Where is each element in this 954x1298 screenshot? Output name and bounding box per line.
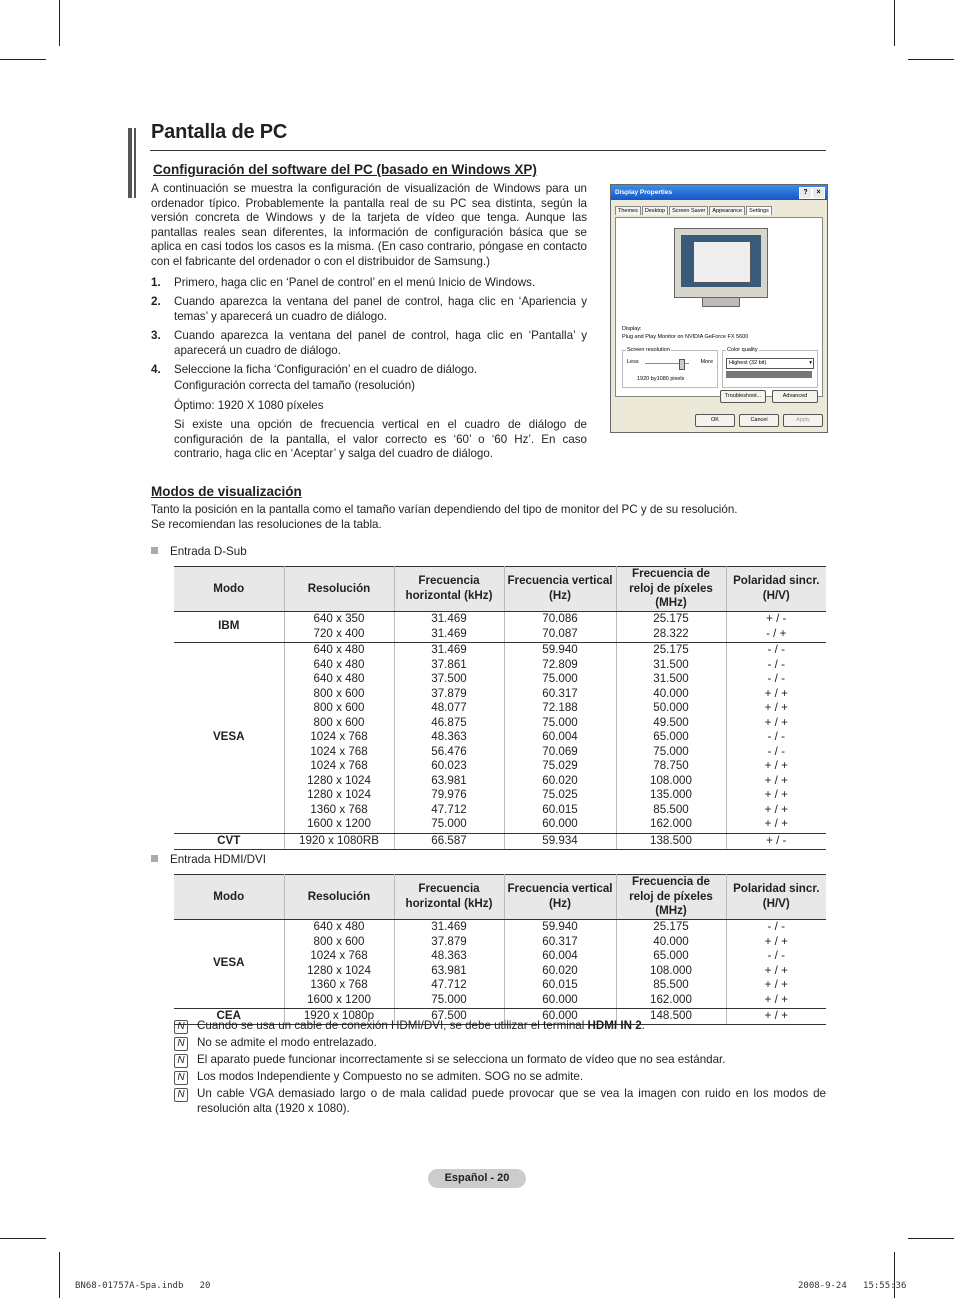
crop-mark (894, 1252, 895, 1298)
more-label: More (700, 359, 713, 365)
table-row (174, 611, 826, 642)
resolution-cell: 1920 x 1080p (284, 1008, 394, 1024)
note-icon: N (174, 1071, 188, 1085)
note-text: No se admite el modo entrelazado. (197, 1036, 377, 1049)
resolution-cell: 1920 x 1080RB (284, 833, 394, 849)
table-row (174, 642, 826, 833)
note-3 (174, 1053, 826, 1068)
header-polarity: Polaridad sincr. (H/V) (726, 567, 826, 612)
polarity-cell: + / - (726, 833, 826, 849)
step-text: Cuando aparezca la ventana del panel de control, haga clic en ‘Apariencia y temas’ y aparecerá un cuadro de diálogo. (174, 295, 587, 323)
color-quality-label: Color quality (727, 347, 758, 353)
note-text: Los modos Independiente y Compuesto no se admiten. SOG no se admite. (197, 1070, 584, 1083)
vfreq-cell: 59.940 60.317 60.004 60.020 60.015 60.000 (504, 919, 616, 1008)
settings-panel (615, 217, 823, 397)
ok-button[interactable]: OK (695, 414, 735, 427)
hdmi-table (174, 874, 826, 1025)
bullet-square-icon (151, 547, 158, 554)
polarity-cell: - / - - / - - / - + / + + / + + / + - / - - / - + / + + / + + / + + / + + / + (726, 642, 826, 833)
monitor-screen (681, 235, 761, 287)
table-header (174, 875, 826, 920)
display-label: Display: (622, 326, 642, 332)
cancel-button[interactable]: Cancel (739, 414, 779, 427)
table-header (174, 567, 826, 612)
page-number-badge: Español - 20 (428, 1169, 526, 1188)
hfreq-cell: 31.469 37.879 48.363 63.981 47.712 75.000 (394, 919, 504, 1008)
screen-resolution-label: Screen resolution (627, 347, 670, 353)
table-row (174, 833, 826, 849)
advanced-button[interactable]: Advanced (772, 390, 818, 403)
header-clock: Frecuencia de reloj de píxeles (MHz) (616, 567, 726, 612)
title-bar-decoration (128, 128, 132, 198)
note-5 (174, 1087, 826, 1117)
resolution-value: 1920 by1080 pixels (637, 376, 685, 382)
help-button[interactable]: ? (799, 187, 812, 199)
mode-cell: CEA (174, 1008, 284, 1024)
header-resolution: Resolución (284, 567, 394, 612)
vfreq-cell: 60.000 (504, 1008, 616, 1024)
clock-cell: 138.500 (616, 833, 726, 849)
intro-paragraph: A continuación se muestra la configuración de visualización de Windows para un ordenador típico. Probablemente la pantalla real de su PC sea distinta, según la versión concreta de Windows y de la tarjeta de vídeo que tenga. Aunque las pantallas reales sean diferentes, la información de configuración básica que se aplica en casi todos los casos es la misma. (En caso contrario, póngase en contacto con el fabricante del ordenador o con el distribuidor de Samsung.) (151, 182, 587, 268)
clock-cell: 148.500 (616, 1008, 726, 1024)
step-2 (151, 295, 587, 325)
polarity-cell: + / + (726, 1008, 826, 1024)
note-text-post: . (641, 1019, 645, 1032)
note-1 (174, 1019, 826, 1034)
note-2 (174, 1036, 826, 1051)
hfreq-cell: 31.469 37.861 37.500 37.879 48.077 46.875 48.363 56.476 60.023 63.981 79.976 47.712 75.000 (394, 642, 504, 833)
hdmi-label (151, 853, 266, 866)
close-button[interactable]: × (812, 187, 825, 199)
note-text: El aparato puede funcionar incorrectamente si se selecciona un formato de vídeo que no sea estándar. (197, 1053, 726, 1066)
modes-paragraph: Tanto la posición en la pantalla como el tamaño varían dependiendo del tipo de monitor del PC y de su resolución. Se recomiendan las resoluciones de la tabla. (151, 503, 738, 531)
apply-button[interactable]: Apply (783, 414, 823, 427)
resolution-cell: 640 x 350 720 x 400 (284, 611, 394, 642)
title-rule (150, 150, 826, 151)
chevron-down-icon: ▾ (809, 360, 812, 366)
header-mode: Modo (174, 567, 284, 612)
footer-timestamp: 2008-9-24 15:55:36 (798, 1281, 907, 1291)
clock-cell: 25.175 31.500 31.500 40.000 50.000 49.500 65.000 75.000 78.750 108.000 135.000 85.500 162.000 (616, 642, 726, 833)
mode-cell: CVT (174, 833, 284, 849)
crop-mark (0, 1238, 46, 1239)
resolution-cell: 640 x 480 800 x 600 1024 x 768 1280 x 1024 1360 x 768 1600 x 1200 (284, 919, 394, 1008)
color-bar (726, 371, 812, 378)
tab-appearance[interactable]: Appearance (709, 206, 745, 215)
monitor-window-preview (693, 241, 751, 283)
crop-mark (908, 1238, 954, 1239)
note-text: Un cable VGA demasiado largo o de mala calidad puede provocar que se vea la imagen con ruido en los modos de resolución alta (1920 x 1080). (197, 1087, 826, 1115)
step-text: Cuando aparezca la ventana del panel de control, haga clic en ‘Pantalla’ y aparecerá un cuadro de diálogo. (174, 329, 587, 357)
note-icon: N (174, 1088, 188, 1102)
crop-mark (894, 0, 895, 46)
vfreq-cell: 59.934 (504, 833, 616, 849)
crop-mark (59, 1252, 60, 1298)
note-text-bold: HDMI IN 2 (587, 1019, 642, 1032)
resolution-slider-thumb[interactable] (679, 359, 685, 370)
tab-screen-saver[interactable]: Screen Saver (669, 206, 708, 215)
crop-mark (59, 0, 60, 46)
troubleshoot-button[interactable]: Troubleshoot... (720, 390, 766, 403)
tab-desktop[interactable]: Desktop (642, 206, 668, 215)
tab-settings[interactable]: Settings (746, 206, 772, 215)
hfreq-cell: 31.469 31.469 (394, 611, 504, 642)
dialog-title: Display Properties (615, 189, 673, 196)
dsub-table (174, 566, 826, 850)
less-label: Less (627, 359, 639, 365)
title-bar-decoration (134, 128, 136, 198)
step-text: Primero, haga clic en ‘Panel de control’ en el menú Inicio de Windows. (174, 276, 536, 289)
display-properties-dialog (610, 184, 828, 433)
bullet-square-icon (151, 855, 158, 862)
dialog-tabs (615, 206, 773, 217)
note-icon: N (174, 1054, 188, 1068)
header-clock: Frecuencia de reloj de píxeles (MHz) (616, 875, 726, 920)
step-3 (151, 329, 587, 359)
display-value: Plug and Play Monitor on NVIDIA GeForce FX 5600 (622, 334, 749, 340)
note-4 (174, 1070, 826, 1085)
color-quality-value: Highest (32 bit) (729, 360, 767, 366)
table-row (174, 919, 826, 1008)
note-text-pre: Cuando se usa un cable de conexión HDMI/DVI, se debe utilizar el terminal (197, 1019, 588, 1032)
mode-cell: VESA (174, 919, 284, 1008)
header-vfreq: Frecuencia vertical (Hz) (504, 875, 616, 920)
polarity-cell: - / - + / + - / - + / + + / + + / + (726, 919, 826, 1008)
step-4 (151, 363, 587, 463)
vfreq-cell: 59.940 72.809 75.000 60.317 72.188 75.000 60.004 70.069 75.029 60.020 75.025 60.015 60.000 (504, 642, 616, 833)
screen-resolution-group (622, 347, 718, 388)
clock-cell: 25.175 40.000 65.000 108.000 85.500 162.000 (616, 919, 726, 1008)
hfreq-cell: 67.500 (394, 1008, 504, 1024)
crop-mark (0, 59, 46, 60)
clock-cell: 25.175 28.322 (616, 611, 726, 642)
header-hfreq: Frecuencia horizontal (kHz) (394, 875, 504, 920)
mode-cell: VESA (174, 642, 284, 833)
step-number: 1. (151, 276, 161, 289)
step-text-optimal: Óptimo: 1920 X 1080 píxeles (174, 399, 324, 412)
header-resolution: Resolución (284, 875, 394, 920)
step-number: 2. (151, 295, 161, 308)
section-heading-software: Configuración del software del PC (basado en Windows XP) (153, 162, 537, 177)
monitor-icon (674, 228, 768, 298)
dialog-titlebar (611, 185, 827, 200)
hdmi-label-text: Entrada HDMI/DVI (170, 853, 266, 866)
page-title: Pantalla de PC (151, 121, 288, 143)
section-heading-modes: Modos de visualización (151, 484, 302, 499)
step-1 (151, 276, 587, 291)
step-number: 3. (151, 329, 161, 342)
color-quality-group (722, 347, 818, 388)
note-icon: N (174, 1037, 188, 1051)
dsub-label-text: Entrada D-Sub (170, 545, 247, 558)
step-text: Seleccione la ficha ‘Configuración’ en el cuadro de diálogo. (174, 363, 478, 376)
header-hfreq: Frecuencia horizontal (kHz) (394, 567, 504, 612)
header-mode: Modo (174, 875, 284, 920)
step-text-resolution: Configuración correcta del tamaño (resolución) (174, 379, 416, 392)
crop-mark (908, 59, 954, 60)
header-polarity: Polaridad sincr. (H/V) (726, 875, 826, 920)
step-text-frequency: Si existe una opción de frecuencia vertical en el cuadro de diálogo de configuración de la pantalla, el valor correcto es ‘60’ o ‘60 Hz’. En caso contrario, haga clic en ‘Aceptar’ y salga del cuadro de diálogo. (174, 418, 587, 460)
footer-file-info: BN68-01757A-Spa.indb 20 (75, 1281, 211, 1291)
color-quality-select[interactable] (726, 358, 814, 369)
dsub-label (151, 545, 247, 558)
polarity-cell: + / - - / + (726, 611, 826, 642)
mode-cell: IBM (174, 611, 284, 642)
step-number: 4. (151, 363, 161, 376)
note-text (197, 1019, 826, 1034)
header-vfreq: Frecuencia vertical (Hz) (504, 567, 616, 612)
tab-themes[interactable]: Themes (615, 206, 641, 215)
note-icon: N (174, 1020, 188, 1034)
monitor-stand-icon (702, 297, 740, 307)
vfreq-cell: 70.086 70.087 (504, 611, 616, 642)
hfreq-cell: 66.587 (394, 833, 504, 849)
resolution-cell: 640 x 480 640 x 480 640 x 480 800 x 600 800 x 600 800 x 600 1024 x 768 1024 x 768 1024 x 768 1280 x 1024 1280 x 1024 1360 x 768 1600 x 1200 (284, 642, 394, 833)
